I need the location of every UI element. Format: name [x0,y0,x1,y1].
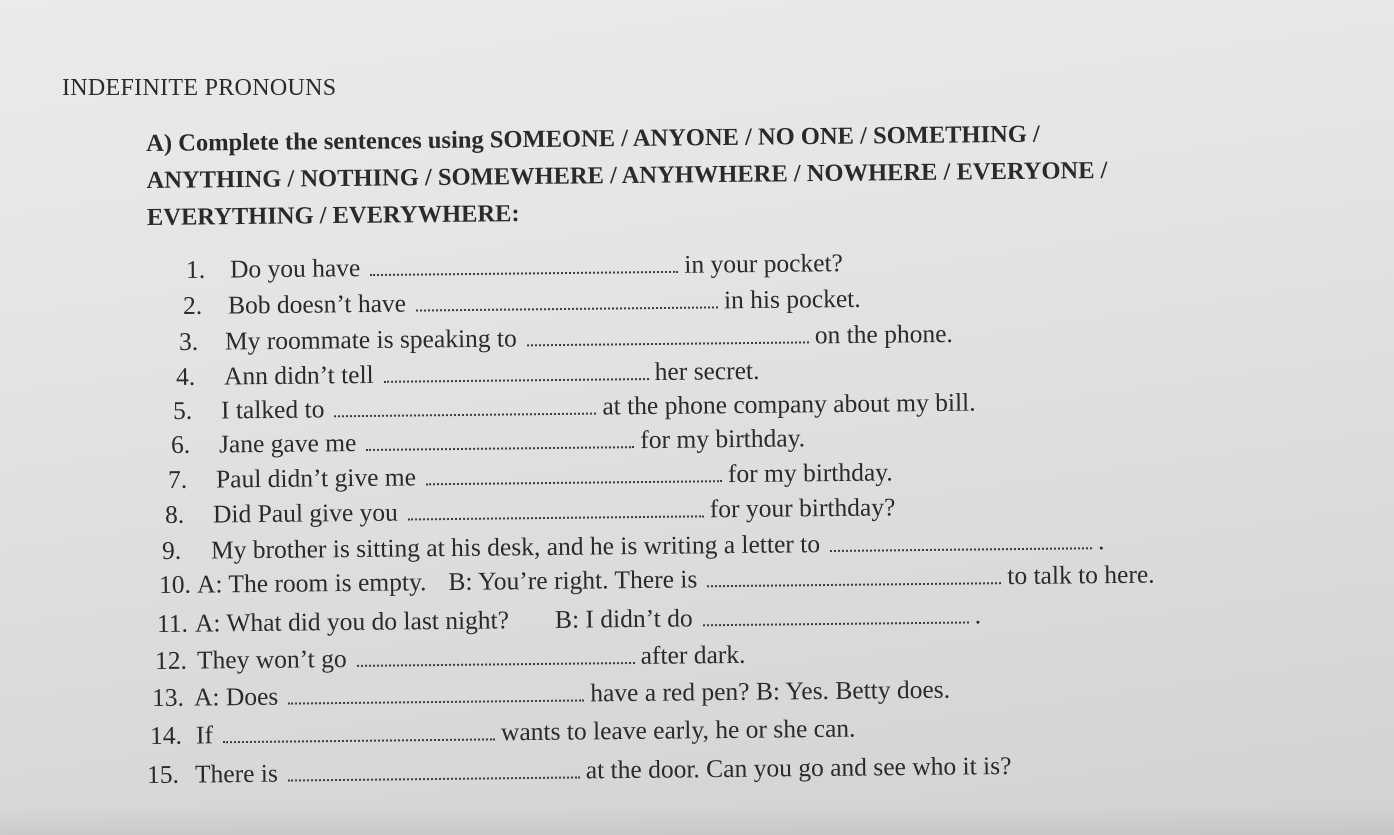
item-number: 8. [164,499,185,529]
item-text-before: A: The room is empty. [196,567,427,599]
exercise-item [157,600,981,639]
item-text-after: . [974,600,982,630]
item-number: 6. [170,429,191,459]
instructions-line-2: ANYTHING / NOTHING / SOMEWHERE / ANYHWHERE / NOWHERE / EVERYONE / [146,156,1108,194]
item-text-after: wants to leave early, he or she can. [500,713,856,747]
worksheet-title: INDEFINITE PRONOUNS [62,75,337,101]
answer-blank[interactable] [830,541,1092,552]
answer-blank[interactable] [366,440,634,451]
item-text-before: Jane gave me [218,428,357,459]
item-text-after: . [1097,526,1105,556]
exercise-item [171,423,805,460]
answer-blank[interactable] [223,732,495,743]
answer-blank[interactable] [288,693,584,704]
item-text-after: her secret. [654,355,760,386]
item-text-after: for my birthday. [640,423,806,455]
item-number: 10. [158,569,192,599]
answer-blank[interactable] [370,265,678,276]
item-text-after: for my birthday. [727,457,893,489]
item-number: 9. [161,535,182,565]
exercise-item [150,714,856,751]
item-text-after: for your birthday? [709,492,896,524]
item-number: 7. [167,464,188,494]
item-text-after: to talk to here. [1007,559,1155,591]
answer-blank[interactable] [527,335,809,346]
item-text-before: My roommate is speaking to [224,323,517,356]
item-text-before: Ann didn’t tell [223,359,374,391]
answer-blank[interactable] [384,372,649,383]
item-text-before: They won’t go [196,643,347,675]
exercise-item [168,457,893,495]
instructions-line-1: A) Complete the sentences using SOMEONE / ANYONE / NO ONE / SOMETHING / [146,120,1040,157]
item-number: 12. [154,645,188,675]
exercise-item [186,248,843,285]
item-text-before: A: Does [193,681,279,712]
exercise-item [159,560,1155,600]
item-number: 1. [185,254,206,284]
item-text-before: Paul didn’t give me [215,462,417,494]
item-number: 13. [151,682,185,712]
item-text-after: on the phone. [814,318,954,350]
answer-blank[interactable] [416,300,718,311]
item-text-after: at the phone company about my bill. [602,387,976,421]
item-number: 14. [149,720,183,750]
answer-blank[interactable] [707,576,1001,587]
exercise-instructions [146,113,1327,236]
item-text-after: in his pocket. [723,283,861,315]
exercise-item [155,640,746,676]
answer-blank[interactable] [288,770,580,781]
exercise-item [162,526,1105,566]
answer-blank[interactable] [334,407,596,418]
item-text-before: My brother is sitting at his desk, and he is writing a letter to [210,529,821,565]
answer-blank[interactable] [408,509,704,520]
item-text-before: Bob doesn’t have [227,288,407,320]
item-text-before: Do you have [229,253,361,284]
item-number: 3. [178,326,199,356]
exercise-item [173,388,976,426]
answer-blank[interactable] [426,474,722,485]
item-number: 11. [156,608,189,638]
item-text-before: If [195,720,214,750]
item-text-before: A: What did you do last night? [194,605,510,638]
item-text-after: after dark. [640,639,746,670]
item-number: 2. [182,290,203,320]
item-text-after: in your pocket? [684,248,844,279]
item-number: 4. [175,361,196,391]
item-number: 5. [172,395,193,425]
instructions-line-3: EVERYTHING / EVERYWHERE: [146,200,520,231]
item-text-middle: B: You’re right. There is [448,564,698,596]
item-text-before: I talked to [220,394,325,425]
item-text-after: have a red pen? B: Yes. Betty does. [590,674,951,708]
exercise-item [176,356,760,392]
exercise-item [152,675,950,713]
exercise-item [165,492,896,530]
item-text-before: Did Paul give you [212,497,399,529]
item-number: 15. [146,759,180,789]
item-text-after: at the door. Can you go and see who it is? [585,750,1012,785]
item-text-before: There is [194,758,278,789]
item-text-middle: B: I didn’t do [554,603,693,634]
page-shadow [0,805,1394,835]
exercise-item [147,751,1012,790]
answer-blank[interactable] [703,616,969,627]
exercise-item [183,284,861,321]
answer-blank[interactable] [357,656,635,667]
exercise-item [179,319,953,357]
